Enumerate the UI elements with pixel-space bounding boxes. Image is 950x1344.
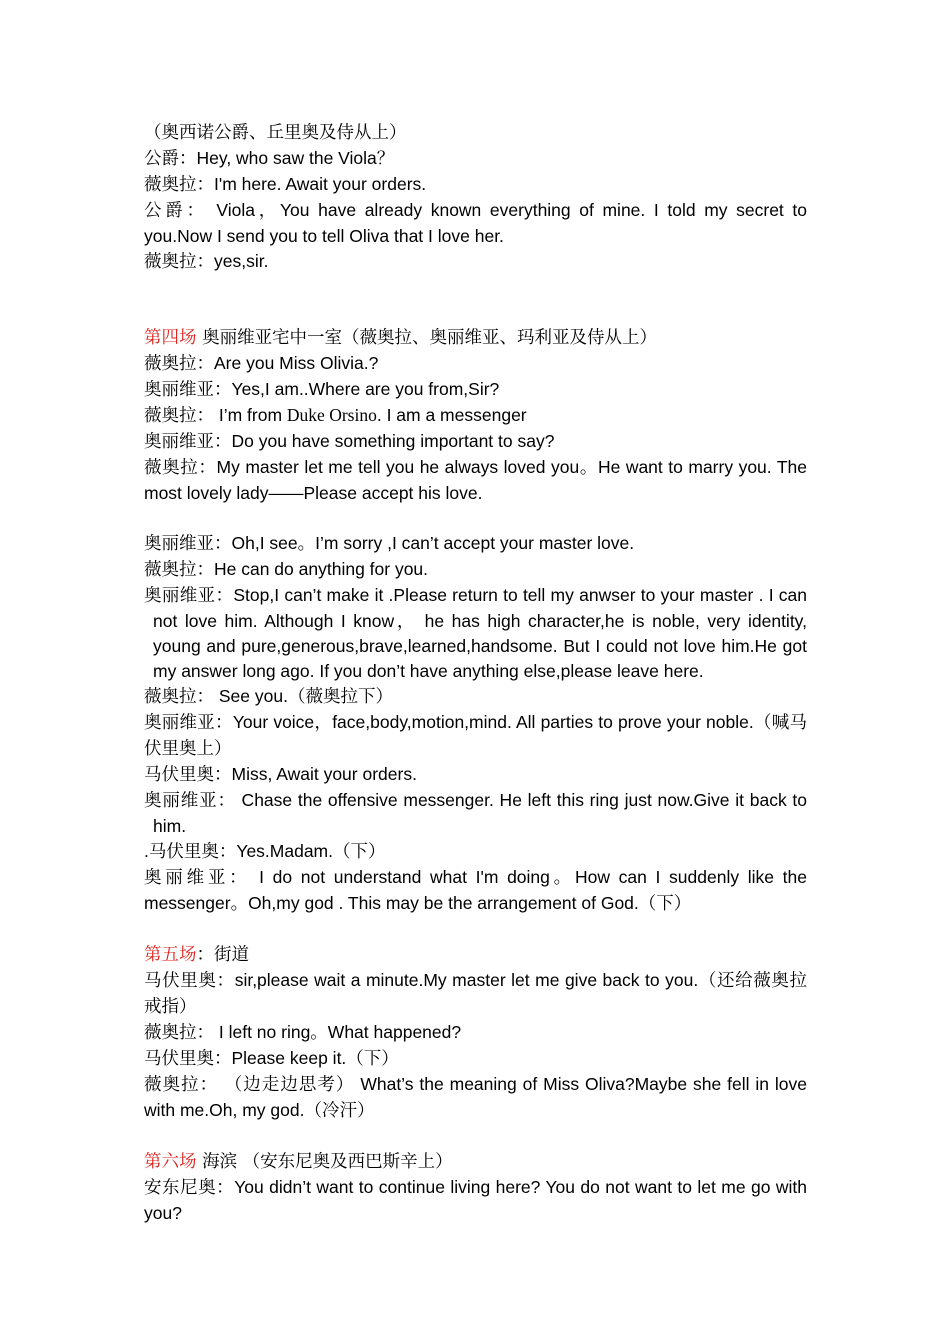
- dialogue-line: [144, 762, 807, 788]
- stage-direction: （下）: [333, 842, 386, 862]
- scene-setting: 海滨 （安东尼奥及西巴斯辛上）: [196, 1152, 453, 1172]
- speech: I do not understand what I'm doing。How can I suddenly like the messenger。Oh,my god . This may be the arrangement of God.: [144, 867, 807, 913]
- speech: My master let me tell you he always loved you。He want to marry you. The most lovely lady——Please accept his love.: [144, 457, 807, 503]
- speech: Viola，You have already known everything of mine. I told my secret to you.Now I send you to tell Oliva that I love her.: [144, 200, 808, 246]
- dialogue-line: [144, 968, 807, 1020]
- speaker: 薇奥拉：: [144, 175, 214, 195]
- speech: See you.: [214, 686, 288, 706]
- dialogue-line: [144, 1020, 807, 1046]
- line-prefix: .: [144, 841, 149, 861]
- speaker: 公爵：: [144, 201, 208, 221]
- dialogue-line: [144, 684, 807, 710]
- speech: Chase the offensive messenger. He left this ring just now.Give it back to him.: [153, 790, 808, 836]
- scene-number: 第四场: [144, 328, 197, 348]
- speech: . I am a messenger: [376, 405, 527, 425]
- speaker: 奥丽维亚：: [144, 791, 236, 811]
- dialogue-line: [144, 172, 807, 198]
- speaker: 薇奥拉：: [144, 406, 214, 426]
- dialogue-line: [144, 788, 807, 839]
- speaker: 奥丽维亚：: [144, 868, 251, 888]
- stage-direction: [144, 120, 807, 146]
- dialogue-line: [144, 531, 807, 557]
- stage-direction: （下）: [638, 894, 692, 914]
- speech: Are you Miss Olivia.?: [214, 353, 379, 373]
- speaker: 马伏里奥：: [144, 765, 232, 785]
- scene-heading: [144, 942, 807, 968]
- speech-name: Duke Orsino: [286, 405, 377, 425]
- speaker: 奥丽维亚：: [144, 380, 232, 400]
- speaker: 马伏里奥：: [144, 971, 235, 991]
- dialogue-line: [144, 1072, 807, 1124]
- speaker: 公爵：: [144, 149, 197, 169]
- speaker: 薇奥拉：: [144, 560, 214, 580]
- dialogue-line: [144, 557, 807, 583]
- dialogue-line: [144, 249, 807, 275]
- speaker: 薇奥拉：: [144, 687, 214, 707]
- speaker: 奥丽维亚：: [144, 432, 232, 452]
- speaker: 奥丽维亚：: [144, 586, 234, 606]
- dialogue-line: [144, 1175, 807, 1226]
- speech: Do you have something important to say?: [231, 431, 555, 451]
- speech: Your voice，face,body,motion,mind. All parties to prove your noble.: [232, 712, 754, 732]
- scene-setting: ：街道: [196, 945, 249, 965]
- dialogue-line: [144, 710, 807, 762]
- speech: Oh,I see。I’m sorry ,I can’t accept your master love.: [231, 533, 635, 553]
- stage-direction: （还给薇奥拉戒指）: [144, 971, 808, 1017]
- speech: Stop,I can’t make it .Please return to tell my anwser to your master . I can not love him. Although I know， he has high character,he is noble, very identity, young and pure,generous,brave,learned,handsome. But I could not love him.He got my answer long ago. If you don’t have anything else,please leave here.: [153, 585, 808, 681]
- speech: I’m from: [214, 405, 287, 425]
- dialogue-line: [144, 377, 807, 403]
- dialogue-line: [144, 146, 807, 172]
- dialogue-line: [144, 429, 807, 455]
- dialogue-line: [144, 1046, 807, 1072]
- stage-direction: （喊马伏里奥上）: [144, 713, 807, 759]
- speech: Please keep it.: [231, 1048, 347, 1068]
- speaker: 薇奥拉：: [144, 1023, 214, 1043]
- speaker: 薇奥拉：: [144, 252, 214, 272]
- dialogue-line: [144, 403, 807, 429]
- speaker: 薇奥拉：: [144, 1075, 219, 1095]
- speech: Yes,I am..Where are you from,Sir?: [231, 379, 500, 399]
- dialogue-line: [144, 198, 807, 249]
- speaker: 安东尼奥：: [144, 1178, 235, 1198]
- speech: yes,sir.: [214, 251, 269, 271]
- speech: sir,please wait a minute.My master let me give back to you.: [234, 970, 699, 990]
- speech: He can do anything for you.: [214, 559, 429, 579]
- speech: Miss, Await your orders.: [231, 764, 417, 784]
- scene-setting: 奥丽维亚宅中一室（薇奥拉、奥丽维亚、玛利亚及侍从上）: [196, 328, 658, 348]
- scene-heading: [144, 325, 807, 351]
- speaker: 马伏里奥：: [148, 842, 237, 862]
- script-text: [144, 120, 807, 1226]
- scene-number: 第六场: [144, 1152, 197, 1172]
- stage-direction-text: （奥西诺公爵、丘里奥及侍从上）: [144, 123, 407, 143]
- dialogue-line: [144, 583, 807, 684]
- dialogue-line: [144, 351, 807, 377]
- dialogue-line: [144, 865, 807, 917]
- speaker: 马伏里奥：: [144, 1049, 232, 1069]
- speaker: 奥丽维亚：: [144, 713, 233, 733]
- stage-direction: （薇奥拉下）: [287, 687, 393, 707]
- scene-heading: [144, 1149, 807, 1175]
- speech: I left no ring。What happened?: [214, 1022, 462, 1042]
- stage-direction: （下）: [346, 1049, 399, 1069]
- speech: Yes.Madam.: [236, 841, 334, 861]
- speech: You didn’t want to continue living here? You do not want to let me go with you?: [144, 1177, 808, 1223]
- stage-direction: （冷汗）: [304, 1101, 375, 1121]
- speech: I'm here. Await your orders.: [214, 174, 427, 194]
- speaker: 奥丽维亚：: [144, 534, 232, 554]
- speech: What’s the meaning of Miss Oliva?Maybe she fell in love with me.Oh, my god.: [144, 1074, 807, 1120]
- dialogue-line: [144, 455, 807, 506]
- dialogue-line: [144, 839, 807, 865]
- speaker: 薇奥拉：: [144, 458, 217, 478]
- scene-number: 第五场: [144, 945, 197, 965]
- speech: Hey, who saw the Viola？: [196, 148, 395, 168]
- stage-direction: （边走边思考）: [218, 1075, 355, 1095]
- speaker: 薇奥拉：: [144, 354, 214, 374]
